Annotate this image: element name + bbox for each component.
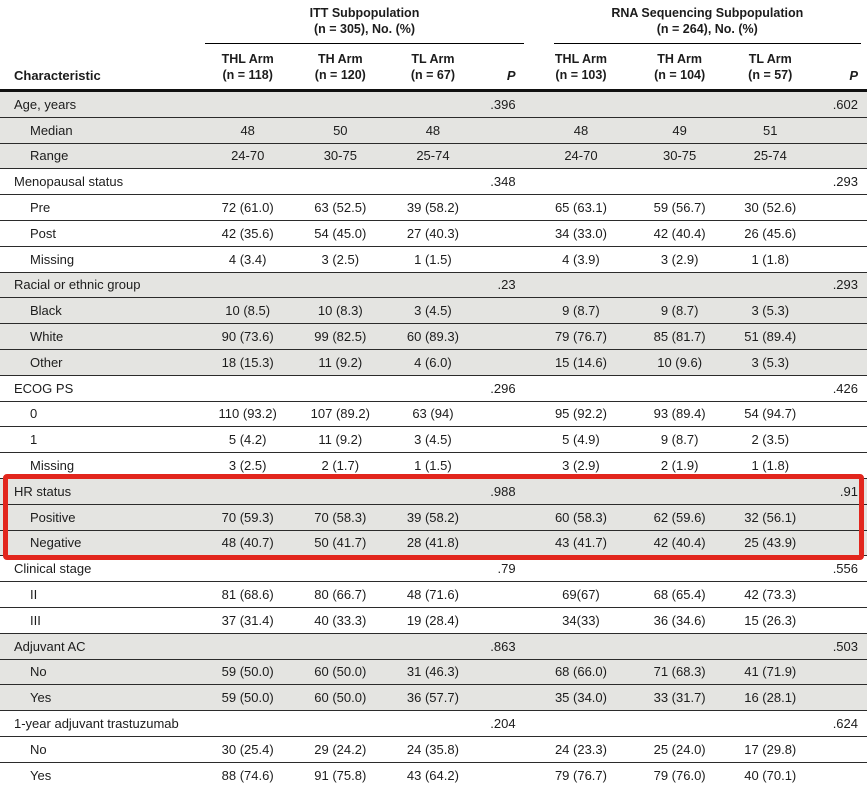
rna-tl-value-cell: 41 (71.9) (725, 659, 816, 685)
itt-th-value-cell: 80 (66.7) (294, 582, 387, 608)
table-row (0, 427, 867, 453)
column-header-row (0, 44, 867, 91)
itt-thl-value-cell (201, 478, 294, 504)
rna-th-value-cell: 3 (2.9) (634, 246, 725, 272)
itt-tl-value-cell (387, 711, 480, 737)
characteristic-cell: 0 (0, 401, 201, 427)
rna-thl-value-cell: 95 (92.2) (528, 401, 635, 427)
rna-p-value-cell (816, 143, 867, 169)
rna-tl-value-cell: 51 (89.4) (725, 324, 816, 350)
rna-thl-value-cell: 79 (76.7) (528, 324, 635, 350)
itt-p-value-cell (479, 504, 527, 530)
rna-thl-value-cell (528, 272, 635, 298)
characteristic-cell: Post (0, 220, 201, 246)
rna-thl-arm-header: THL Arm (n = 103) (528, 44, 635, 91)
itt-thl-value-cell: 37 (31.4) (201, 607, 294, 633)
table-row (0, 298, 867, 324)
itt-p-value-cell (479, 607, 527, 633)
itt-thl-value-cell: 24-70 (201, 143, 294, 169)
itt-tl-value-cell: 39 (58.2) (387, 195, 480, 221)
itt-thl-value-cell: 5 (4.2) (201, 427, 294, 453)
itt-th-value-cell (294, 478, 387, 504)
rna-p-value-cell (816, 401, 867, 427)
itt-p-value-cell (479, 246, 527, 272)
itt-thl-value-cell: 42 (35.6) (201, 220, 294, 246)
rna-th-value-cell: 33 (31.7) (634, 685, 725, 711)
itt-tl-value-cell (387, 478, 480, 504)
rna-thl-value-cell (528, 91, 635, 118)
itt-th-value-cell (294, 91, 387, 118)
rna-thl-value-cell: 60 (58.3) (528, 504, 635, 530)
rna-tl-value-cell (725, 711, 816, 737)
group-header-spacer (0, 0, 201, 44)
characteristic-cell: HR status (0, 478, 201, 504)
rna-thl-value-cell: 69(67) (528, 582, 635, 608)
rna-thl-value-cell: 24 (23.3) (528, 736, 635, 762)
itt-tl-value-cell (387, 169, 480, 195)
rna-tl-value-cell: 25-74 (725, 143, 816, 169)
rna-th-arm-header: TH Arm (n = 104) (634, 44, 725, 91)
itt-p-value-cell (479, 530, 527, 556)
rna-th-value-cell (634, 711, 725, 737)
rna-thl-value-cell: 65 (63.1) (528, 195, 635, 221)
itt-tl-value-cell: 24 (35.8) (387, 736, 480, 762)
rna-thl-value-cell (528, 169, 635, 195)
itt-p-value-cell: .988 (479, 478, 527, 504)
table-row (0, 117, 867, 143)
itt-p-value-cell (479, 659, 527, 685)
itt-thl-value-cell (201, 711, 294, 737)
rna-th-value-cell: 93 (89.4) (634, 401, 725, 427)
rna-p-value-cell (816, 736, 867, 762)
characteristic-cell: Positive (0, 504, 201, 530)
itt-p-value-cell: .204 (479, 711, 527, 737)
rna-tl-value-cell: 25 (43.9) (725, 530, 816, 556)
itt-th-value-cell (294, 711, 387, 737)
itt-th-value-cell: 54 (45.0) (294, 220, 387, 246)
itt-tl-value-cell: 1 (1.5) (387, 453, 480, 479)
itt-thl-value-cell: 70 (59.3) (201, 504, 294, 530)
itt-tl-value-cell: 63 (94) (387, 401, 480, 427)
table-row (0, 504, 867, 530)
itt-th-value-cell (294, 272, 387, 298)
itt-thl-value-cell: 48 (40.7) (201, 530, 294, 556)
itt-tl-value-cell (387, 556, 480, 582)
itt-thl-value-cell: 4 (3.4) (201, 246, 294, 272)
itt-thl-value-cell (201, 272, 294, 298)
rna-th-value-cell: 85 (81.7) (634, 324, 725, 350)
characteristic-cell: White (0, 324, 201, 350)
table-row (0, 530, 867, 556)
characteristic-cell: 1 (0, 427, 201, 453)
rna-thl-value-cell: 79 (76.7) (528, 762, 635, 787)
rna-thl-value-cell: 34(33) (528, 607, 635, 633)
rna-p-value-cell (816, 530, 867, 556)
itt-tl-value-cell: 28 (41.8) (387, 530, 480, 556)
rna-tl-value-cell: 40 (70.1) (725, 762, 816, 787)
itt-group-header (201, 0, 527, 44)
table-row (0, 169, 867, 195)
rna-p-value-cell (816, 607, 867, 633)
itt-tl-value-cell: 48 (387, 117, 480, 143)
rna-th-value-cell: 36 (34.6) (634, 607, 725, 633)
rna-p-column-header: P (816, 44, 867, 91)
characteristic-cell: No (0, 659, 201, 685)
rna-p-value-cell: .91 (816, 478, 867, 504)
characteristic-cell: Range (0, 143, 201, 169)
table-row (0, 478, 867, 504)
characteristic-cell: III (0, 607, 201, 633)
itt-p-column-header: P (479, 44, 527, 91)
rna-tl-value-cell: 51 (725, 117, 816, 143)
rna-thl-value-cell: 24-70 (528, 143, 635, 169)
characteristic-cell: Adjuvant AC (0, 633, 201, 659)
itt-th-value-cell: 50 (41.7) (294, 530, 387, 556)
rna-tl-value-cell: 26 (45.6) (725, 220, 816, 246)
itt-thl-value-cell: 90 (73.6) (201, 324, 294, 350)
itt-thl-value-cell: 59 (50.0) (201, 685, 294, 711)
rna-thl-value-cell: 34 (33.0) (528, 220, 635, 246)
itt-th-value-cell (294, 633, 387, 659)
rna-thl-value-cell (528, 556, 635, 582)
rna-th-value-cell: 9 (8.7) (634, 427, 725, 453)
rna-p-value-cell: .426 (816, 375, 867, 401)
itt-th-value-cell: 3 (2.5) (294, 246, 387, 272)
itt-p-value-cell (479, 220, 527, 246)
rna-thl-value-cell (528, 375, 635, 401)
itt-p-value-cell (479, 582, 527, 608)
rna-th-value-cell: 2 (1.9) (634, 453, 725, 479)
itt-th-value-cell: 63 (52.5) (294, 195, 387, 221)
itt-th-value-cell: 91 (75.8) (294, 762, 387, 787)
table-row (0, 401, 867, 427)
itt-tl-value-cell: 39 (58.2) (387, 504, 480, 530)
itt-p-value-cell (479, 298, 527, 324)
rna-p-value-cell: .624 (816, 711, 867, 737)
itt-th-value-cell: 99 (82.5) (294, 324, 387, 350)
itt-tl-value-cell: 1 (1.5) (387, 246, 480, 272)
rna-tl-value-cell: 2 (3.5) (725, 427, 816, 453)
itt-tl-value-cell: 4 (6.0) (387, 349, 480, 375)
rna-p-value-cell (816, 659, 867, 685)
itt-th-value-cell (294, 169, 387, 195)
rna-tl-value-cell: 1 (1.8) (725, 246, 816, 272)
itt-thl-value-cell: 81 (68.6) (201, 582, 294, 608)
rna-tl-value-cell: 15 (26.3) (725, 607, 816, 633)
itt-p-value-cell (479, 736, 527, 762)
itt-p-value-cell (479, 685, 527, 711)
rna-th-value-cell (634, 169, 725, 195)
rna-th-value-cell (634, 478, 725, 504)
itt-group-subtitle: (n = 305), No. (%) (313, 22, 416, 37)
rna-tl-value-cell: 1 (1.8) (725, 453, 816, 479)
rna-thl-value-cell (528, 711, 635, 737)
itt-thl-value-cell: 48 (201, 117, 294, 143)
itt-th-value-cell: 60 (50.0) (294, 659, 387, 685)
rna-group-header (528, 0, 867, 44)
table-body (0, 91, 867, 787)
itt-tl-value-cell (387, 91, 480, 118)
itt-p-value-cell (479, 427, 527, 453)
itt-thl-value-cell (201, 633, 294, 659)
itt-thl-value-cell (201, 375, 294, 401)
characteristic-cell: Black (0, 298, 201, 324)
table-row (0, 220, 867, 246)
rna-thl-value-cell: 3 (2.9) (528, 453, 635, 479)
characteristic-cell: Yes (0, 685, 201, 711)
characteristic-cell: Median (0, 117, 201, 143)
rna-p-value-cell (816, 582, 867, 608)
itt-thl-value-cell (201, 91, 294, 118)
rna-thl-value-cell: 9 (8.7) (528, 298, 635, 324)
table-row (0, 633, 867, 659)
rna-th-value-cell: 42 (40.4) (634, 220, 725, 246)
itt-p-value-cell (479, 762, 527, 787)
rna-tl-value-cell (725, 633, 816, 659)
rna-tl-value-cell: 3 (5.3) (725, 349, 816, 375)
itt-p-value-cell (479, 401, 527, 427)
rna-thl-value-cell: 15 (14.6) (528, 349, 635, 375)
itt-tl-value-cell: 36 (57.7) (387, 685, 480, 711)
rna-tl-value-cell (725, 478, 816, 504)
rna-tl-value-cell (725, 272, 816, 298)
itt-p-value-cell: .863 (479, 633, 527, 659)
itt-th-value-cell: 11 (9.2) (294, 349, 387, 375)
rna-p-value-cell (816, 349, 867, 375)
itt-tl-arm-header: TL Arm (n = 67) (387, 44, 480, 91)
itt-tl-value-cell: 19 (28.4) (387, 607, 480, 633)
rna-th-value-cell (634, 91, 725, 118)
rna-tl-value-cell (725, 169, 816, 195)
rna-p-value-cell: .293 (816, 169, 867, 195)
itt-p-value-cell (479, 143, 527, 169)
table-row (0, 556, 867, 582)
itt-tl-value-cell: 48 (71.6) (387, 582, 480, 608)
itt-th-value-cell: 70 (58.3) (294, 504, 387, 530)
rna-tl-value-cell: 16 (28.1) (725, 685, 816, 711)
itt-thl-value-cell: 30 (25.4) (201, 736, 294, 762)
rna-thl-value-cell: 43 (41.7) (528, 530, 635, 556)
itt-p-value-cell: .23 (479, 272, 527, 298)
characteristic-cell: Clinical stage (0, 556, 201, 582)
characteristic-cell: Negative (0, 530, 201, 556)
characteristic-cell: Menopausal status (0, 169, 201, 195)
itt-th-value-cell (294, 375, 387, 401)
rna-p-value-cell: .556 (816, 556, 867, 582)
table-row (0, 736, 867, 762)
characteristic-cell: ECOG PS (0, 375, 201, 401)
rna-tl-value-cell: 30 (52.6) (725, 195, 816, 221)
rna-th-value-cell: 79 (76.0) (634, 762, 725, 787)
characteristic-cell: 1-year adjuvant trastuzumab (0, 711, 201, 737)
rna-p-value-cell (816, 762, 867, 787)
rna-p-value-cell (816, 117, 867, 143)
itt-thl-value-cell: 110 (93.2) (201, 401, 294, 427)
table-row (0, 762, 867, 787)
itt-thl-value-cell: 59 (50.0) (201, 659, 294, 685)
characteristic-cell: Other (0, 349, 201, 375)
itt-tl-value-cell: 43 (64.2) (387, 762, 480, 787)
rna-thl-value-cell: 68 (66.0) (528, 659, 635, 685)
rna-th-value-cell: 30-75 (634, 143, 725, 169)
group-header-row (0, 0, 867, 44)
itt-th-value-cell (294, 556, 387, 582)
table-row (0, 195, 867, 221)
itt-p-value-cell: .79 (479, 556, 527, 582)
table-row (0, 324, 867, 350)
table-row (0, 711, 867, 737)
table-row (0, 582, 867, 608)
rna-p-value-cell: .602 (816, 91, 867, 118)
rna-group-subtitle: (n = 264), No. (%) (656, 22, 758, 37)
itt-tl-value-cell (387, 375, 480, 401)
table-row (0, 246, 867, 272)
itt-th-value-cell: 107 (89.2) (294, 401, 387, 427)
rna-p-value-cell (816, 324, 867, 350)
characteristic-cell: II (0, 582, 201, 608)
rna-p-value-cell (816, 453, 867, 479)
rna-p-value-cell (816, 427, 867, 453)
itt-tl-value-cell: 60 (89.3) (387, 324, 480, 350)
itt-thl-value-cell (201, 169, 294, 195)
itt-th-value-cell: 40 (33.3) (294, 607, 387, 633)
itt-tl-value-cell: 27 (40.3) (387, 220, 480, 246)
table-row (0, 659, 867, 685)
rna-tl-value-cell (725, 556, 816, 582)
itt-th-value-cell: 2 (1.7) (294, 453, 387, 479)
rna-thl-value-cell: 5 (4.9) (528, 427, 635, 453)
itt-tl-value-cell: 3 (4.5) (387, 427, 480, 453)
itt-p-value-cell: .348 (479, 169, 527, 195)
table-row (0, 453, 867, 479)
rna-tl-value-cell: 32 (56.1) (725, 504, 816, 530)
rna-tl-arm-header: TL Arm (n = 57) (725, 44, 816, 91)
rna-p-value-cell (816, 685, 867, 711)
characteristic-cell: Missing (0, 246, 201, 272)
table-row (0, 272, 867, 298)
itt-p-value-cell (479, 349, 527, 375)
itt-thl-value-cell: 88 (74.6) (201, 762, 294, 787)
itt-p-value-cell (479, 117, 527, 143)
characteristic-column-header: Characteristic (0, 44, 201, 91)
itt-p-value-cell: .396 (479, 91, 527, 118)
rna-th-value-cell (634, 556, 725, 582)
rna-tl-value-cell (725, 375, 816, 401)
itt-thl-arm-header: THL Arm (n = 118) (201, 44, 294, 91)
itt-th-value-cell: 60 (50.0) (294, 685, 387, 711)
rna-th-value-cell: 9 (8.7) (634, 298, 725, 324)
itt-p-value-cell (479, 453, 527, 479)
rna-thl-value-cell: 4 (3.9) (528, 246, 635, 272)
rna-p-value-cell (816, 220, 867, 246)
rna-th-value-cell (634, 375, 725, 401)
rna-tl-value-cell: 54 (94.7) (725, 401, 816, 427)
rna-th-value-cell: 25 (24.0) (634, 736, 725, 762)
table-row (0, 685, 867, 711)
itt-p-value-cell (479, 324, 527, 350)
rna-tl-value-cell: 42 (73.3) (725, 582, 816, 608)
rna-tl-value-cell: 17 (29.8) (725, 736, 816, 762)
characteristic-cell: Age, years (0, 91, 201, 118)
rna-p-value-cell (816, 298, 867, 324)
rna-th-value-cell: 49 (634, 117, 725, 143)
itt-th-arm-header: TH Arm (n = 120) (294, 44, 387, 91)
itt-p-value-cell (479, 195, 527, 221)
rna-p-value-cell (816, 246, 867, 272)
itt-tl-value-cell: 3 (4.5) (387, 298, 480, 324)
itt-th-value-cell: 11 (9.2) (294, 427, 387, 453)
itt-tl-value-cell: 31 (46.3) (387, 659, 480, 685)
itt-group-title: ITT Subpopulation (309, 6, 420, 20)
rna-th-value-cell (634, 633, 725, 659)
itt-tl-value-cell (387, 633, 480, 659)
characteristic-cell: Yes (0, 762, 201, 787)
itt-tl-value-cell: 25-74 (387, 143, 480, 169)
rna-thl-value-cell (528, 633, 635, 659)
itt-p-value-cell: .296 (479, 375, 527, 401)
characteristic-cell: Racial or ethnic group (0, 272, 201, 298)
rna-thl-value-cell: 35 (34.0) (528, 685, 635, 711)
table-row (0, 349, 867, 375)
rna-p-value-cell (816, 504, 867, 530)
table-row (0, 375, 867, 401)
table-row (0, 607, 867, 633)
itt-tl-value-cell (387, 272, 480, 298)
itt-th-value-cell: 10 (8.3) (294, 298, 387, 324)
table-row (0, 91, 867, 118)
rna-tl-value-cell (725, 91, 816, 118)
rna-group-title: RNA Sequencing Subpopulation (611, 6, 804, 20)
itt-thl-value-cell: 10 (8.5) (201, 298, 294, 324)
rna-tl-value-cell: 3 (5.3) (725, 298, 816, 324)
characteristic-cell: Pre (0, 195, 201, 221)
rna-th-value-cell: 59 (56.7) (634, 195, 725, 221)
rna-th-value-cell: 68 (65.4) (634, 582, 725, 608)
itt-th-value-cell: 50 (294, 117, 387, 143)
itt-th-value-cell: 29 (24.2) (294, 736, 387, 762)
rna-p-value-cell (816, 195, 867, 221)
rna-th-value-cell (634, 272, 725, 298)
rna-thl-value-cell (528, 478, 635, 504)
itt-th-value-cell: 30-75 (294, 143, 387, 169)
rna-th-value-cell: 62 (59.6) (634, 504, 725, 530)
itt-thl-value-cell: 3 (2.5) (201, 453, 294, 479)
rna-p-value-cell: .293 (816, 272, 867, 298)
table-row (0, 143, 867, 169)
itt-thl-value-cell: 18 (15.3) (201, 349, 294, 375)
itt-thl-value-cell: 72 (61.0) (201, 195, 294, 221)
rna-th-value-cell: 42 (40.4) (634, 530, 725, 556)
characteristic-cell: Missing (0, 453, 201, 479)
itt-thl-value-cell (201, 556, 294, 582)
rna-thl-value-cell: 48 (528, 117, 635, 143)
characteristic-cell: No (0, 736, 201, 762)
rna-p-value-cell: .503 (816, 633, 867, 659)
rna-th-value-cell: 71 (68.3) (634, 659, 725, 685)
rna-th-value-cell: 10 (9.6) (634, 349, 725, 375)
